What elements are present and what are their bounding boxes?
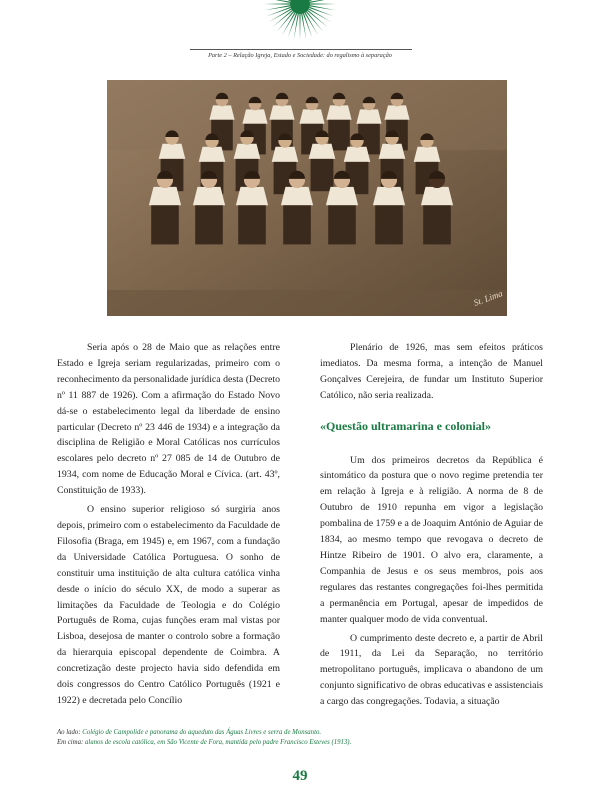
running-title: Parte 2 – Relação Igreja, Estado e Sociedade: do regalismo à separação (208, 52, 392, 59)
caption-text: Colégio de Campolide e panorama do aqueduto das Águas Livres e serra de Monsanto. (82, 729, 322, 736)
left-column (57, 340, 280, 709)
photo-signature: St. Lima (472, 288, 504, 308)
caption-text: alunos de escola católica, em São Vicente de Fora, mantida pelo padre Francisco Esteves (1913). (84, 739, 352, 746)
section-heading: «Questão ultramarina e colonial» (320, 418, 491, 433)
right-column (320, 340, 543, 710)
photo-caption (57, 728, 557, 748)
paragraph: Seria após o 28 de Maio que as relações entre Estado e Igreja seriam regularizadas, primeiro com o reconhecimento da personalidade jurídica desta (Decreto nº 11 887 de 1926). Com a afirmação do Estado Novo dá-se o estabelecimento legal da liberdade de ensino particular (Decreto nº 23 446 de 1934) e a integração da disciplina de Religião e Moral Católicas nos currículos escolares pelo decreto nº 27 085 de 14 de Outubro de 1934, com nome de Educação Moral e Cívica. (art. 43º, Constituição de 1933). (57, 342, 280, 497)
paragraph: Um dos primeiros decretos da República é sintomático da postura que o novo regime pretendia ter em relação à Igreja e à religião. A norma de 8 de Outubro de 1910 repunha em vigor a legislação pombalina de 1759 e a de Joaquim António de Aguiar de 1834, ao mesmo tempo que revogava o decreto de Hintze Ribeiro de 1901. O alvo era, claramente, a Companhia de Jesus e os seus membros, pois aos regulares das restantes congregações foi-lhes permitida a permanência em Portugal, apesar de impedidos de manter qualquer modo de vida conventual. (320, 454, 543, 625)
caption-prefix: Em cima: (57, 739, 85, 746)
page-number: 49 (292, 768, 308, 784)
caption-prefix: Ao lado: (57, 729, 83, 736)
paragraph: Plenário de 1926, mas sem efeitos práticos imediatos. Da mesma forma, a intenção de Manuel Gonçalves Cerejeira, de fundar um Instituto Superior Católico, não seria realizada. (320, 342, 543, 401)
paragraph: O cumprimento deste decreto e, a partir de Abril de 1911, da Lei da Separação, no território metropolitano português, implicava o abandono de um conjunto significativo de obras educativas e assistenciais a cargo das congregações. Todavia, a situação (320, 632, 543, 708)
sunburst-emblem-icon (262, 0, 338, 40)
header-rule (190, 49, 412, 50)
paragraph: O ensino superior religioso só surgiria anos depois, primeiro com o estabelecimento da Faculdade de Filosofia (Braga, em 1945) e, em 1967, com a fundação da Universidade Católica Portuguesa. O sonho de constituir uma instituição de alta cultura católica vinha desde o início do século XX, de modo a superar as limitações da Faculdade de Teologia e do Colégio Português de Roma, cujas funções eram mal vistas por Lisboa, desejosa de manter o controlo sobre a formação da hierarquia episcopal dependente de Coimbra. A concretização deste projecto havia sido defendida em dois congressos do Centro Católico Português (1921 e 1922) e decretada pelo Concílio (57, 504, 280, 706)
group-photo (107, 80, 507, 316)
